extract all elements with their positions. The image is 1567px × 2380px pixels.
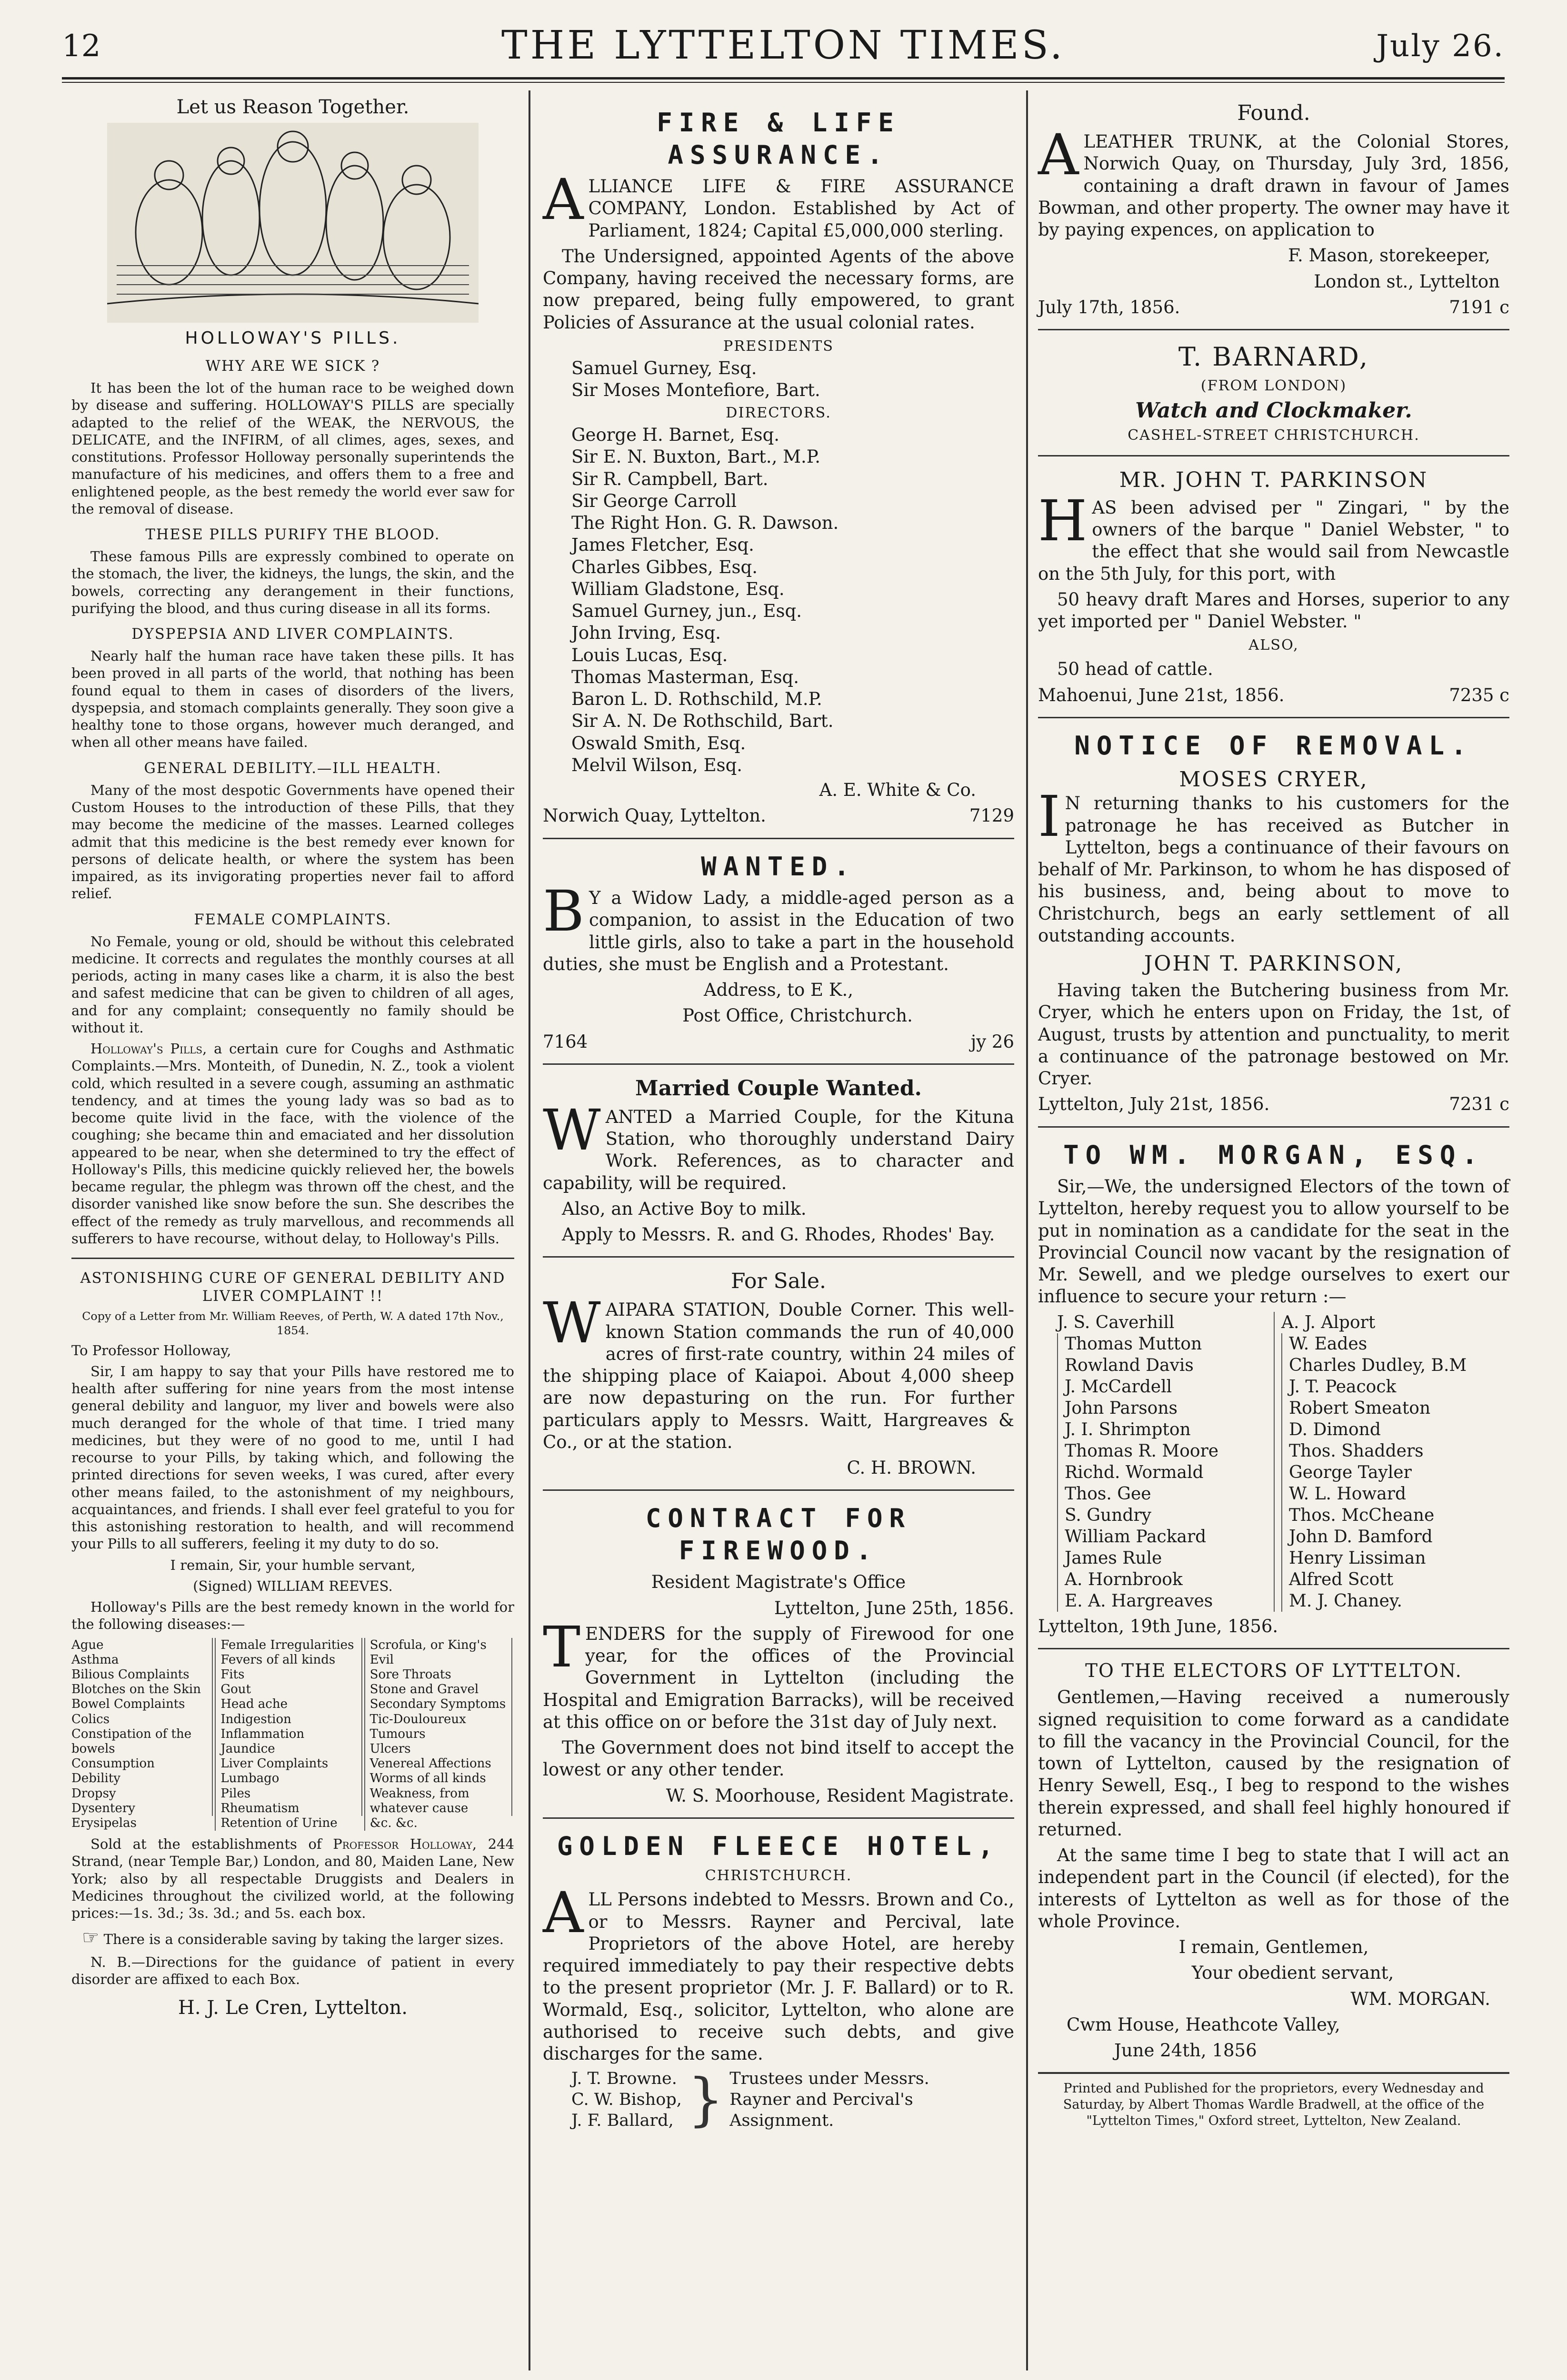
ad-number: 7129 xyxy=(969,805,1014,826)
paragraph: These famous Pills are expressly combined to operate on the stomach, the liver, the kidneys, the lungs, the skin, and the bowels, correcting any derangement in their functions, purifying the blood, and thus curing disease in all its forms. xyxy=(71,548,514,616)
disease-item: Blotches on the Skin xyxy=(71,1682,213,1697)
ad-number: 7164 xyxy=(543,1031,588,1052)
list-item: Melvil Wilson, Esq. xyxy=(571,754,743,775)
elector-name: Rowland Davis xyxy=(1057,1355,1274,1376)
electors-list xyxy=(1057,1312,1490,1612)
letter-close: I remain, Sir, your humble servant, xyxy=(170,1557,416,1573)
electors-column xyxy=(1274,1312,1490,1612)
letter-signature: (Signed) WILLIAM REEVES. xyxy=(193,1577,393,1594)
disease-item: Female Irregularities xyxy=(220,1638,362,1653)
disease-item: Indigestion xyxy=(220,1712,362,1727)
ad-place: Norwich Quay, Lyttelton. xyxy=(543,805,766,826)
elector-name: J. McCardell xyxy=(1057,1376,1274,1398)
ad-footer xyxy=(1038,297,1509,318)
inline-text: 244 Strand, (near Temple Bar,) London, and 80, Maiden Lane, New York; also by all respectable Druggists and Dealers in Medicines throughout the civilized world, at the following prices:—1s. 3d.; 3s. 3d.; and 5s. each box. xyxy=(71,1836,514,1922)
paragraph: WANTED a Married Couple, for the Kituna Station, who thoroughly understand Dairy Work. References, as to character and capability, will be required. xyxy=(543,1097,1014,1193)
business-name: T. BARNARD, xyxy=(1178,342,1369,372)
letter-body: Sir, I am happy to say that your Pills have restored me to health after suffering for nine years from the most intense general debility and languor, my liver and bowels were also much deranged for the whole of that time. I tried many medicines, but they were of no good to me, until I had recourse to your Pills, by taking which, and following the printed directions for seven weeks, I was cured, after every other means failed, to the astonishment of my neighbours, acquaintances, and friends. I shall ever feel grateful to you for this astonishing restoration to health, and will recommend your Pills to all sufferers, feeling it my duty to do so. xyxy=(71,1363,514,1552)
elector-name: Thos. Shadders xyxy=(1281,1440,1490,1462)
paragraph: Sir,—We, the undersigned Electors of the town of Lyttelton, hereby request you to allow yourself to be put in nomination as a candidate for the seat in the Provincial Council now vacant by the resignation of Mr. Sewell, and we pledge ourselves to exert our influence to secure your return :— xyxy=(1038,1176,1509,1307)
disease-item: Head ache xyxy=(220,1697,362,1712)
list-item: Baron L. D. Rothschild, M.P. xyxy=(571,689,822,710)
letter-close: Your obedient servant, xyxy=(1191,1963,1394,1983)
disease-item: Retention of Urine xyxy=(220,1815,338,1830)
divider xyxy=(1038,717,1509,718)
paragraph: IN returning thanks to his customers for the patronage he has received as Butcher in Lyttelton, begs a continuance of their favours on behalf of Mr. Parkinson, to whom he has disposed of his business, and, being about to move to Christchurch, begs an early settlement of all outstanding accounts. xyxy=(1038,783,1509,946)
section-heading: TO THE ELECTORS OF LYTTELTON. xyxy=(1085,1660,1462,1682)
electors-column xyxy=(1057,1312,1274,1612)
disease-item: Debility xyxy=(71,1771,213,1786)
signature: C. H. BROWN. xyxy=(847,1458,976,1478)
elector-name: Robert Smeaton xyxy=(1281,1398,1490,1419)
diseases-intro: Holloway's Pills are the best remedy known in the world for the following diseases:— xyxy=(71,1599,514,1633)
section-heading: THESE PILLS PURIFY THE BLOOD. xyxy=(145,526,440,544)
elector-name: J. T. Peacock xyxy=(1281,1376,1490,1398)
disease-item: Gout xyxy=(220,1682,362,1697)
elector-name: W. L. Howard xyxy=(1281,1483,1490,1505)
elector-name: Thomas R. Moore xyxy=(1057,1440,1274,1462)
paragraph: WAIPARA STATION, Double Corner. This well-known Station commands the run of 40,000 acres of first-rate country, within 24 miles of the shipping place of Kaiapoi. About 4,000 sheep are now depasturing on the run. For further particulars apply to Messrs. Waitt, Hargreaves & Co., or at the station. xyxy=(543,1290,1014,1452)
disease-item: Piles xyxy=(220,1786,362,1801)
column-2 xyxy=(543,95,1014,2132)
signature: London st., Lyttelton xyxy=(1314,271,1500,292)
ad-number: 7191 c xyxy=(1449,297,1509,317)
paragraph: The Government does not bind itself to accept the lowest or any other tender. xyxy=(543,1737,1014,1780)
list-item: Charles Gibbes, Esq. xyxy=(571,556,758,577)
elector-name: D. Dimond xyxy=(1281,1419,1490,1440)
ad-number: 7235 c xyxy=(1449,684,1509,705)
inline-lead: Holloway's Pills, xyxy=(90,1041,207,1057)
saving-text: There is a considerable saving by taking the larger sizes. xyxy=(103,1931,504,1948)
elector-name: J. I. Shrimpton xyxy=(1057,1419,1274,1440)
place-line: CHRISTCHURCH. xyxy=(705,1867,852,1884)
elector-name: J. S. Caverhill xyxy=(1057,1312,1175,1332)
inline-text: Sold at the establishments of xyxy=(90,1836,333,1853)
role-line: Rayner and Percival's xyxy=(729,2090,913,2110)
elector-name: Richd. Wormald xyxy=(1057,1462,1274,1483)
section-title: FIRE & LIFE ASSURANCE. xyxy=(657,108,900,170)
list-item: George H. Barnet, Esq. xyxy=(571,425,780,446)
diseases-column xyxy=(71,1638,216,1831)
disease-item: Fits xyxy=(220,1667,362,1682)
agent-line: H. J. Le Cren, Lyttelton. xyxy=(178,1996,408,2019)
business-address: CASHEL-STREET CHRISTCHURCH. xyxy=(1128,427,1420,444)
section-title: WANTED. xyxy=(701,851,856,882)
disease-item: Weakness, from whatever cause xyxy=(370,1786,512,1816)
disease-item: Worms of all kinds xyxy=(370,1771,512,1786)
paragraph: HAS been advised per " Zingari, " by the owners of the barque " Daniel Webster, " to the effect that she would sail from Newcastle on the 5th July, for this port, with xyxy=(1038,487,1509,584)
list-item: Louis Lucas, Esq. xyxy=(571,645,728,665)
elector-name: John D. Bamford xyxy=(1281,1526,1490,1547)
paragraph: 50 head of cattle. xyxy=(1057,659,1213,680)
ad-footer xyxy=(543,1031,1014,1053)
elector-name: M. J. Chaney. xyxy=(1281,1590,1490,1612)
paragraph: ALLIANCE LIFE & FIRE ASSURANCE COMPANY, London. Established by Act of Parliament, 1824; Capital £5,000,000 sterling. xyxy=(543,167,1014,241)
date-line: Lyttelton, June 25th, 1856. xyxy=(774,1597,1014,1618)
divider xyxy=(1038,1648,1509,1649)
elector-name: George Tayler xyxy=(1281,1462,1490,1483)
ad-date: jy 26 xyxy=(970,1031,1014,1052)
address-line: Address, to E K., xyxy=(703,980,853,1001)
elector-name: Alfred Scott xyxy=(1281,1569,1490,1590)
brace-icon: } xyxy=(687,2066,724,2133)
elector-name: Henry Lissiman xyxy=(1281,1547,1490,1569)
paragraph xyxy=(71,1835,514,1922)
disease-item: Rheumatism xyxy=(220,1801,362,1816)
business-trade: Watch and Clockmaker. xyxy=(1135,398,1412,423)
ad-number: 7231 c xyxy=(1449,1094,1509,1115)
column-divider xyxy=(1026,90,1028,2370)
section-title: Married Couple Wanted. xyxy=(635,1076,922,1101)
role-line: Assignment. xyxy=(729,2111,834,2130)
paragraph: 50 heavy draft Mares and Horses, superior to any yet imported per " Daniel Webster. " xyxy=(1038,589,1509,632)
paragraph: ALL Persons indebted to Messrs. Brown and Co., or to Messrs. Rayner and Percival, late Proprietors of the above Hotel, are hereby required immediately to pay their respective debts to the present proprietor (Mr. J. F. Ballard) or to R. Wormald, Esq., solicitor, Lyttelton, who alone are authorised to receive such debts, and give discharges for the same. xyxy=(543,1880,1014,2064)
list-item: Thomas Masterman, Esq. xyxy=(571,666,799,687)
disease-item: Ulcers xyxy=(370,1742,512,1756)
paragraph: The Undersigned, appointed Agents of the above Company, having received the necessary forms, are now prepared, being fully empowered, to grant Policies of Assurance at the usual colonial rates. xyxy=(543,246,1014,333)
ad-place: Mahoenui, June 21st, 1856. xyxy=(1038,684,1285,705)
signature: WM. MORGAN. xyxy=(1350,1988,1490,2009)
elector-name: John Parsons xyxy=(1057,1398,1274,1419)
signature: W. S. Moorhouse, Resident Magistrate. xyxy=(666,1785,1014,1806)
date-line: Lyttelton, 19th June, 1856. xyxy=(1038,1616,1278,1636)
section-heading: GENERAL DEBILITY.—ILL HEALTH. xyxy=(144,760,442,777)
section-title: MR. JOHN T. PARKINSON xyxy=(1119,467,1428,492)
paragraph: TENDERS for the supply of Firewood for one year, for the offices of the Provincial Government in Lyttelton (including the Hospital and Emigration Barracks), will be received at this office on or before the 31st day of July next. xyxy=(543,1614,1014,1732)
list-item: Samuel Gurney, jun., Esq. xyxy=(571,601,802,622)
page-number: 12 xyxy=(62,29,101,64)
elector-name: A. J. Alport xyxy=(1281,1312,1376,1332)
diseases-table xyxy=(71,1638,514,1831)
engraving-illustration xyxy=(107,123,479,323)
masthead-rule-thin xyxy=(62,82,1505,83)
disease-item: Ague xyxy=(71,1638,213,1653)
issue-date: July 26. xyxy=(1376,29,1505,64)
masthead xyxy=(62,19,1505,71)
disease-item: Stone and Gravel xyxy=(370,1682,512,1697)
disease-item: Jaundice xyxy=(220,1742,362,1756)
paragraph: ALEATHER TRUNK, at the Colonial Stores, Norwich Quay, on Thursday, July 3rd, 1856, containing a draft drawn in favour of James Bowman, and other property. The owner may have it by paying expences, on application to xyxy=(1038,122,1509,240)
address-line: Cwm House, Heathcote Valley, xyxy=(1067,2014,1340,2035)
paragraph: Nearly half the human race have taken these pills. It has been proved in all parts of the world, that nothing has been found equal to them in cases of disorders of the livers, dyspepsia, and stomach complaints generally. They soon give a healthy tone to those organs, however much deranged, and when all other means have failed. xyxy=(71,648,514,751)
section-heading: ASTONISHING CURE OF GENERAL DEBILITY AND LIVER COMPLAINT !! xyxy=(80,1270,506,1305)
paragraph: BY a Widow Lady, a middle-aged person as a companion, to assist in the Education of two little girls, also to take a part in the household duties, she must be English and a Protestant. xyxy=(543,878,1014,974)
elector-name: S. Gundry xyxy=(1057,1505,1274,1526)
section-title: TO WM. MORGAN, ESQ. xyxy=(1063,1140,1484,1170)
address-line: Post Office, Christchurch. xyxy=(682,1005,913,1026)
elector-name: Thomas Mutton xyxy=(1057,1333,1274,1355)
divider xyxy=(543,1063,1014,1065)
disease-item: Sore Throats xyxy=(370,1667,512,1682)
ad-date: July 17th, 1856. xyxy=(1038,297,1180,317)
letter-salutation: To Professor Holloway, xyxy=(71,1342,231,1359)
presidents-list xyxy=(571,357,1014,402)
elector-name: E. A. Hargreaves xyxy=(1057,1590,1274,1612)
ad-footer xyxy=(1038,684,1509,706)
disease-item: Fevers of all kinds xyxy=(220,1653,362,1667)
trustee-role xyxy=(729,2069,929,2131)
divider xyxy=(543,1256,1014,1258)
list-item: William Gladstone, Esq. xyxy=(571,578,785,599)
inline-text: a certain cure for Coughs and Asthmatic Complaints.—Mrs. Monteith, of Dunedin, N. Z., took a violent cold, which resulted in a severe cough, assuming an asthmatic tendency, and at times the young lady was so bad as to become quite livid in the face, with the violence of the coughing; she became thin and emaciated and her dissolution appeared to be near, when she determined to try the effect of Holloway's Pills, this medicine quickly relieved her, the bowels became regular, the phlegm was thrown off the chest, and the disorder vanished like snow before the sun. She describes the effect of the remedy as truly marvellous, and recommends all sufferers to have recourse, without delay, to Holloway's Pills. xyxy=(71,1041,514,1247)
paragraph xyxy=(71,1040,514,1247)
disease-item: &c. &c. xyxy=(369,1815,418,1830)
paragraph: At the same time I beg to state that I will act an independent part in the Council (if elected), for the interests of Lyttelton as well as for those of the whole Province. xyxy=(1038,1845,1509,1932)
paragraph: No Female, young or old, should be without this celebrated medicine. It corrects and regulates the monthly courses at all periods, acting in many cases like a charm, it is also the best and safest medicine that can be given to children of all ages, and for any complaint; consequently no family should be without it. xyxy=(71,933,514,1036)
masthead-rule xyxy=(62,77,1505,79)
product-name: HOLLOWAY'S PILLS. xyxy=(185,328,401,348)
list-item: Samuel Gurney, Esq. xyxy=(571,357,757,378)
section-title: For Sale. xyxy=(730,1269,827,1294)
disease-item: Asthma xyxy=(71,1653,213,1667)
disease-item: Secondary Symptoms xyxy=(370,1697,512,1712)
business-name: JOHN T. PARKINSON, xyxy=(1144,952,1404,976)
disease-item: Erysipelas xyxy=(71,1815,137,1830)
pointing-hand-icon: ☞ xyxy=(82,1926,100,1949)
date-line: June 24th, 1856 xyxy=(1114,2040,1257,2061)
column-divider xyxy=(529,90,530,2370)
role-line: Trustees under Messrs. xyxy=(729,2069,929,2089)
disease-item: Bowel Complaints xyxy=(71,1697,213,1712)
list-item: Sir Moses Montefiore, Bart. xyxy=(571,379,820,400)
divider xyxy=(1038,455,1509,456)
ad-footer xyxy=(543,805,1014,827)
section-title: GOLDEN FLEECE HOTEL, xyxy=(557,1831,1000,1861)
trustee-names xyxy=(571,2069,682,2131)
ad-headline: Let us Reason Together. xyxy=(176,96,409,118)
elector-name: Thos. Gee xyxy=(1057,1483,1274,1505)
divider xyxy=(543,1489,1014,1491)
disease-item: Colics xyxy=(71,1712,213,1727)
paragraph: Also, an Active Boy to milk. xyxy=(562,1198,807,1219)
trustee-name: J. T. Browne. xyxy=(571,2069,677,2089)
list-item: Sir George Carroll xyxy=(571,490,737,511)
paragraph: Gentlemen,—Having received a numerously signed requisition to come forward as a candidate to fill the vacancy in the Provincial Council, for the town of Lyttelton, caused by the resignation of Henry Sewell, Esq., I beg to respond to the wishes therein expressed, and shall feel highly honoured if returned. xyxy=(1038,1687,1509,1840)
paragraph: Apply to Messrs. R. and G. Rhodes, Rhodes' Bay. xyxy=(562,1224,995,1245)
divider xyxy=(543,838,1014,839)
agent-name: A. E. White & Co. xyxy=(819,780,976,801)
paragraph: It has been the lot of the human race to be weighed down by disease and suffering. HOLLOWAY'S PILLS are specially adapted to the relief of the WEAK, the NERVOUS, the DELICATE, and the INFIRM, of all climes, ages, sexes, and constitutions. Professor Holloway personally superintends the manufacture of his medicines, and offers them to a free and enlightened people, as the best remedy the world ever saw for the removal of disease. xyxy=(71,380,514,517)
section-heading: WHY ARE WE SICK ? xyxy=(205,358,380,375)
paragraph: N. B.—Directions for the guidance of patient in every disorder are affixed to each Box. xyxy=(71,1954,514,1988)
disease-item: Bilious Complaints xyxy=(71,1667,213,1682)
list-item: Sir E. N. Buxton, Bart., M.P. xyxy=(571,446,820,467)
disease-item: Lumbago xyxy=(220,1771,362,1786)
disease-item: Tic-Douloureux xyxy=(370,1712,512,1727)
list-item: Sir R. Campbell, Bart. xyxy=(571,468,769,489)
list-item: James Fletcher, Esq. xyxy=(571,535,754,555)
business-origin: (FROM LONDON) xyxy=(1200,377,1347,394)
business-name: MOSES CRYER, xyxy=(1179,767,1368,792)
elector-name: James Rule xyxy=(1057,1547,1274,1569)
disease-item: Inflammation xyxy=(220,1727,362,1742)
letter-intro: Copy of a Letter from Mr. William Reeves, of Perth, W. A dated 17th Nov., 1854. xyxy=(82,1309,504,1337)
saving-note xyxy=(71,1925,514,1950)
list-item: Oswald Smith, Esq. xyxy=(571,733,746,754)
disease-item: Liver Complaints xyxy=(220,1756,362,1771)
inline-name: Professor Holloway, xyxy=(333,1836,477,1853)
divider xyxy=(1038,1126,1509,1128)
elector-name: Thos. McCheane xyxy=(1281,1505,1490,1526)
section-title: CONTRACT FOR FIREWOOD. xyxy=(645,1503,912,1566)
divider xyxy=(71,1258,514,1259)
diseases-column xyxy=(220,1638,365,1831)
elector-name: Charles Dudley, B.M xyxy=(1281,1355,1490,1376)
trustee-name: J. F. Ballard, xyxy=(571,2111,674,2130)
list-item: Sir A. N. De Rothschild, Bart. xyxy=(571,711,834,732)
disease-item: Dysentery xyxy=(71,1801,213,1816)
section-title: Found. xyxy=(1237,101,1310,125)
disease-item: Venereal Affections xyxy=(370,1756,512,1771)
directors-list xyxy=(571,424,1014,776)
elector-name: William Packard xyxy=(1057,1526,1274,1547)
paragraph: Having taken the Butchering business from Mr. Cryer, which he enters upon on Friday, the 1st, of August, trusts by attention and punctuality, to merit a continuance of the patronage bestowed on Mr. Cryer. xyxy=(1038,980,1509,1089)
office-line: Resident Magistrate's Office xyxy=(651,1572,906,1593)
list-label: DIRECTORS. xyxy=(726,405,831,422)
section-heading: FEMALE COMPLAINTS. xyxy=(194,911,392,928)
divider xyxy=(1038,329,1509,330)
list-label: PRESIDENTS xyxy=(723,337,834,355)
disease-item: Tumours xyxy=(370,1727,512,1742)
paragraph: Many of the most despotic Governments have opened their Custom Houses to the introduction of these Pills, that they may become the medicine of the masses. Learned colleges admit that this medicine is the best remedy ever known for persons of delicate health, or where the system has been impaired, as its invigorating properties never fail to afford relief. xyxy=(71,782,514,902)
list-item: John Irving, Esq. xyxy=(571,623,721,644)
also-label: ALSO, xyxy=(1248,637,1299,654)
signature: F. Mason, storekeeper, xyxy=(1288,245,1490,266)
letter-close: I remain, Gentlemen, xyxy=(1178,1937,1369,1958)
ad-place: Lyttelton, July 21st, 1856. xyxy=(1038,1094,1270,1115)
section-heading: DYSPEPSIA AND LIVER COMPLAINTS. xyxy=(131,626,454,643)
section-title: NOTICE OF REMOVAL. xyxy=(1074,730,1473,761)
disease-item: Dropsy xyxy=(71,1786,213,1801)
imprint: Printed and Published for the proprietors, every Wednesday and Saturday, by Albert Thomas Wardle Bradwell, at the office of the "Lyttelton Times," Oxford street, Lyttelton, New Zealand. xyxy=(1038,2072,1509,2129)
elector-name: A. Hornbrook xyxy=(1057,1569,1274,1590)
list-item: The Right Hon. G. R. Dawson. xyxy=(571,513,839,534)
column-3 xyxy=(1038,95,1509,2129)
disease-item: Consumption xyxy=(71,1756,213,1771)
elector-name: W. Eades xyxy=(1281,1333,1490,1355)
column-1 xyxy=(71,95,514,2023)
ad-footer xyxy=(1038,1093,1509,1115)
trustees-block xyxy=(571,2066,1014,2133)
disease-item: Constipation of the bowels xyxy=(71,1727,213,1756)
newspaper-title: THE LYTTELTON TIMES. xyxy=(501,23,1065,68)
disease-item: Scrofula, or King's Evil xyxy=(370,1638,512,1667)
trustee-name: C. W. Bishop, xyxy=(571,2090,682,2110)
diseases-column xyxy=(370,1638,514,1831)
divider xyxy=(543,1817,1014,1819)
